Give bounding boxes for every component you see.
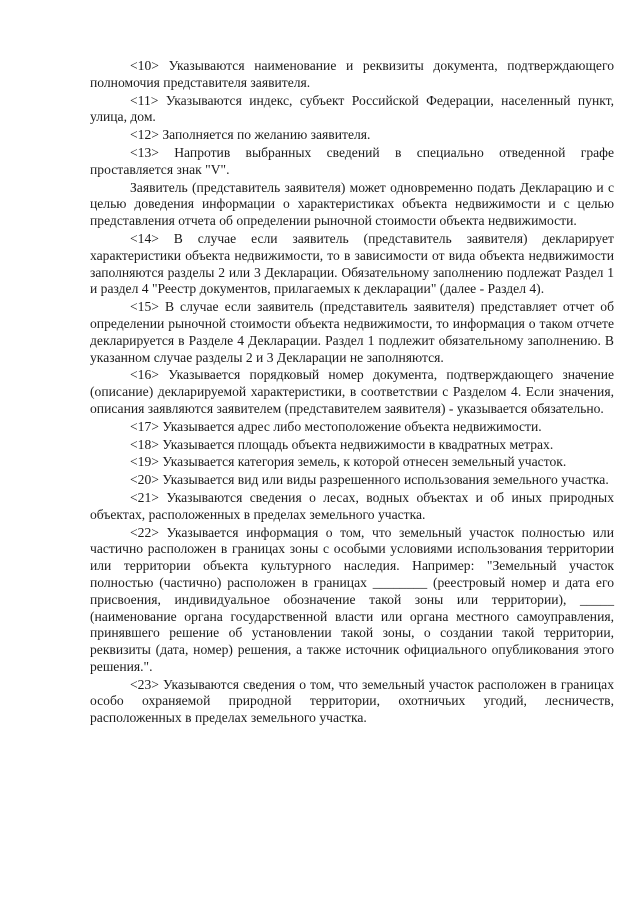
note-17: <17> Указывается адрес либо местоположение объекта недвижимости. [130,418,542,434]
note-19: <19> Указывается категория земель, к которой отнесен земельный участок. [130,454,567,470]
note-20: <20> Указывается вид или виды разрешенного использования земельного участка. [130,472,609,488]
note-23: <23> Указываются сведения о том, что земельный участок расположен в границах особо охраняемой природной территории, охотничьих угодий, лесничеств, расположенных в пределах земельного участка. [90,676,614,726]
note-14: <14> В случае если заявитель (представитель заявителя) декларирует характеристики объекта недвижимости, то в зависимости от вида объекта недвижимости заполняются разделы 2 или 3 Декларации. Обязательному заполнению подлежат Раздел 1 и раздел 4 "Реестр документов, прилагаемых к декларации" (далее - Раздел 4). [90,230,614,297]
note-15: <15> В случае если заявитель (представитель заявителя) представляет отчет об определении рыночной стоимости объекта недвижимости, то информация о таком отчете декларируется в Разделе 4 Декларации. Раздел 1 подлежит обязательному заполнению. В указанном случае разделы 2 и 3 Декларации не заполняются. [90,299,614,365]
note-11: <11> Указываются индекс, субъект Российской Федерации, населенный пункт, улица, дом. [90,92,614,125]
note-22: <22> Указывается информация о том, что земельный участок полностью или частично расположен в границах зоны с особыми условиями использования территории или территории объекта культурного наследия. Например: "Земельный участок полностью (частично) расположен в границах ________ (реестровый номер и дата его присвоения, индивидуальное обозначение такой зоны или территории), _____ (наименование органа государственной власти или органа местного самоуправления, принявшего решение об установлении такой зоны, о создании такой территории, реквизиты (дата, номер) решения, а также источник официального опубликования этого решения.". [90,524,614,674]
note-18: <18> Указывается площадь объекта недвижимости в квадратных метрах. [130,436,554,452]
note-12: <12> Заполняется по желанию заявителя. [130,127,371,143]
applicant-paragraph: Заявитель (представитель заявителя) может одновременно подать Декларацию и с целью доведения информации о характеристиках объекта недвижимости и с целью представления отчета об определении рыночной стоимости объекта недвижимости. [90,179,614,229]
note-16: <16> Указывается порядковый номер документа, подтверждающего значение (описание) декларируемой характеристики, в соответствии с Разделом 4. Если значения, описания заявляются заявителем (представителем заявителя) - указывается обязательно. [90,367,614,416]
note-21: <21> Указываются сведения о лесах, водных объектах и об иных природных объектах, расположенных в пределах земельного участка. [90,489,614,522]
note-13: <13> Напротив выбранных сведений в специально отведенной графе проставляется знак "V". [90,144,614,177]
note-10: <10> Указываются наименование и реквизиты документа, подтверждающего полномочия представителя заявителя. [90,58,614,90]
document-page [90,58,614,728]
